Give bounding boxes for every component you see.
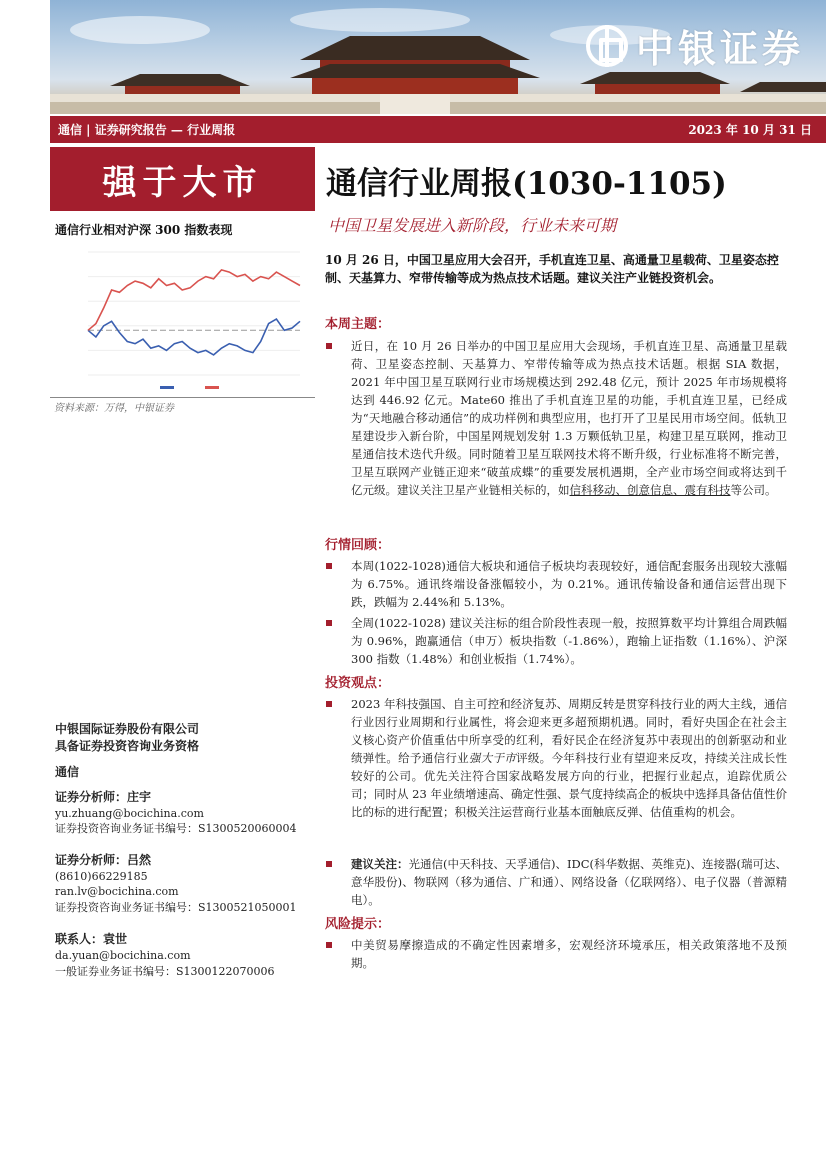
bullet-square-icon <box>326 343 332 349</box>
view-bullet-2 <box>325 855 787 909</box>
header-banner <box>50 0 826 114</box>
section-theme: 本周主题： <box>325 317 391 332</box>
boc-logo-icon <box>586 25 628 67</box>
contact-cert: 一般证券业务证书编号：S1300122070006 <box>55 965 275 978</box>
theme-text-end: 等公司。 <box>730 483 777 497</box>
analyst-1-cert: 证券投资咨询业务证书编号：S1300520060004 <box>55 822 297 835</box>
company-qualification: 具备证券投资咨询业务资格 <box>55 739 200 753</box>
header-bar <box>50 116 826 143</box>
chart-source: 资料来源：万得，中银证券 <box>54 403 174 414</box>
analyst-1-label: 证券分析师：庄宇 <box>55 790 152 804</box>
performance-chart <box>50 240 315 398</box>
performance-chart-svg <box>50 240 315 398</box>
analyst-2-label: 证券分析师：吕然 <box>55 853 152 867</box>
theme-bullet <box>325 337 787 499</box>
contact-label: 联系人：袁世 <box>55 932 128 946</box>
market-text-2: 全周(1022-1028) 建议关注标的组合阶段性表现一般，按照算数平均计算组合周跌幅为 0.96%，跑赢通信（申万）板块指数（-1.86%），跑输上证指数（1.16%）、沪深 300 指数（1.48%）和创业板指（1.74%）。 <box>351 616 787 666</box>
report-date: 2023 年 10 月 31 日 <box>688 123 812 137</box>
brand-logo <box>586 18 804 73</box>
analyst-1-email[interactable]: yu.zhuang@bocichina.com <box>55 807 204 820</box>
market-text-1: 本周(1022-1028)通信大板块和通信子板块均表现较好，通信配套服务出现较大涨幅为 6.75%。通讯终端设备涨幅较小，为 0.21%。通讯传输设备和通信运营出现下跌，跌幅为 2.44%和 5.13%。 <box>351 559 787 609</box>
view-recommend-lead: 建议关注： <box>351 857 409 871</box>
risk-text: 中美贸易摩擦造成的不确定性因素增多，宏观经济环境承压，相关政策落地不及预期。 <box>351 938 787 970</box>
chart-series-line-1 <box>88 270 300 330</box>
view-text-b: 评级。今年科技行业有望迎来反攻，持续关注成长性较好的公司。优先关注符合国家战略发展方向的行业，把握行业起点，追踪优质公司；同时从 23 年业绩增速高、确定性强、景气度持续高企的板块中选择具备估值性价比的标的进行配置；积极关注运营商行业基本面触底反弹、估值重构的机会。 <box>351 751 788 819</box>
risk-bullet <box>325 936 787 972</box>
report-subtitle: 中国卫星发展进入新阶段，行业未来可期 <box>328 216 617 235</box>
view-text-a: 2023 年科技强国、自主可控和经济复苏、周期反转是贯穿科技行业的两大主线，通信行业因行业周期和行业属性，将会迎来更多超预期机遇。同时，看好央国企在社会主义核心资产价值重估中所享受的红利，看好民企在经济复苏中表现出的创新驱动和业绩弹性。给予通信行业 <box>351 697 787 765</box>
analyst-2-cert: 证券投资咨询业务证书编号：S1300521050001 <box>55 901 297 914</box>
view-recommend-text: 光通信(中天科技、天孚通信)、IDC(科华数据、英维克)、连接器(瑞可达、意华股份)、物联网（移为通信、广和通）、网络设备（亿联网络）、电子仪器（普源精电）。 <box>351 857 787 907</box>
chart-title: 通信行业相对沪深 300 指数表现 <box>55 223 233 237</box>
theme-text: 近日，在 10 月 26 日举办的中国卫星应用大会现场，手机直连卫星、高通量卫星载荷、卫星姿态控制、天基算力、窄带传输等成为热点技术话题。根据 SIA 数据，2021 年中国卫星互联网行业市场规模达到 292.48 亿元，预计 2025 年市场规模将达到 446.92 亿元。Mate60 推出了手机直连卫星的功能，手机直连卫星，已经成为“天地融合移动通信”的成功样例和典型应用，也打开了卫星民用市场空间。低轨卫星建设步入新台阶，中国星网规划发射 1.3 万颗低轨卫星，构建卫星互联网，推动卫星通信技术迭代升级。同时随着卫星互联网技术将不断升级，行业标准将不断完善，卫星互联网产业链正迎来“破茧成蝶”的重要发展机遇期，全产业市场空间或将达到千亿元级。建议关注卫星产业链相关标的，如 <box>351 339 787 497</box>
market-bullet-1 <box>325 557 787 611</box>
section-view: 投资观点： <box>325 676 391 691</box>
section-risk: 风险提示： <box>325 917 391 932</box>
view-rating: 强大于市 <box>468 751 517 765</box>
bullet-square-icon <box>326 942 332 948</box>
analyst-2-phone: (8610)66229185 <box>55 870 148 883</box>
section-market: 行情回顾： <box>325 538 391 553</box>
report-category: 通信 | 证券研究报告 — 行业周报 <box>58 123 236 137</box>
chart-series-line-0 <box>88 319 300 355</box>
bullet-square-icon <box>326 861 332 867</box>
market-bullet-2 <box>325 614 787 668</box>
report-title: 通信行业周报(1030-1105) <box>326 166 727 202</box>
company-name: 中银国际证券股份有限公司 <box>55 722 200 736</box>
bullet-square-icon <box>326 563 332 569</box>
view-bullet-1 <box>325 695 787 821</box>
chart-legend-swatch-0 <box>160 386 174 389</box>
contact-email[interactable]: da.yuan@bocichina.com <box>55 949 191 962</box>
chart-legend-swatch-1 <box>205 386 219 389</box>
analyst-2-email[interactable]: ran.lv@bocichina.com <box>55 885 179 898</box>
rating-badge: 强于大市 <box>50 147 315 211</box>
sector-label: 通信 <box>55 765 80 779</box>
brand-name: 中银证券 <box>635 27 804 71</box>
bullet-square-icon <box>326 620 332 626</box>
report-summary: 10 月 26 日，中国卫星应用大会召开，手机直连卫星、高通量卫星载荷、卫星姿态控制、天基算力、窄带传输等成为热点技术话题。建议关注产业链投资机会。 <box>325 253 779 285</box>
bullet-square-icon <box>326 701 332 707</box>
theme-recommended-stocks: 信科移动、创意信息、震有科技 <box>569 483 731 497</box>
